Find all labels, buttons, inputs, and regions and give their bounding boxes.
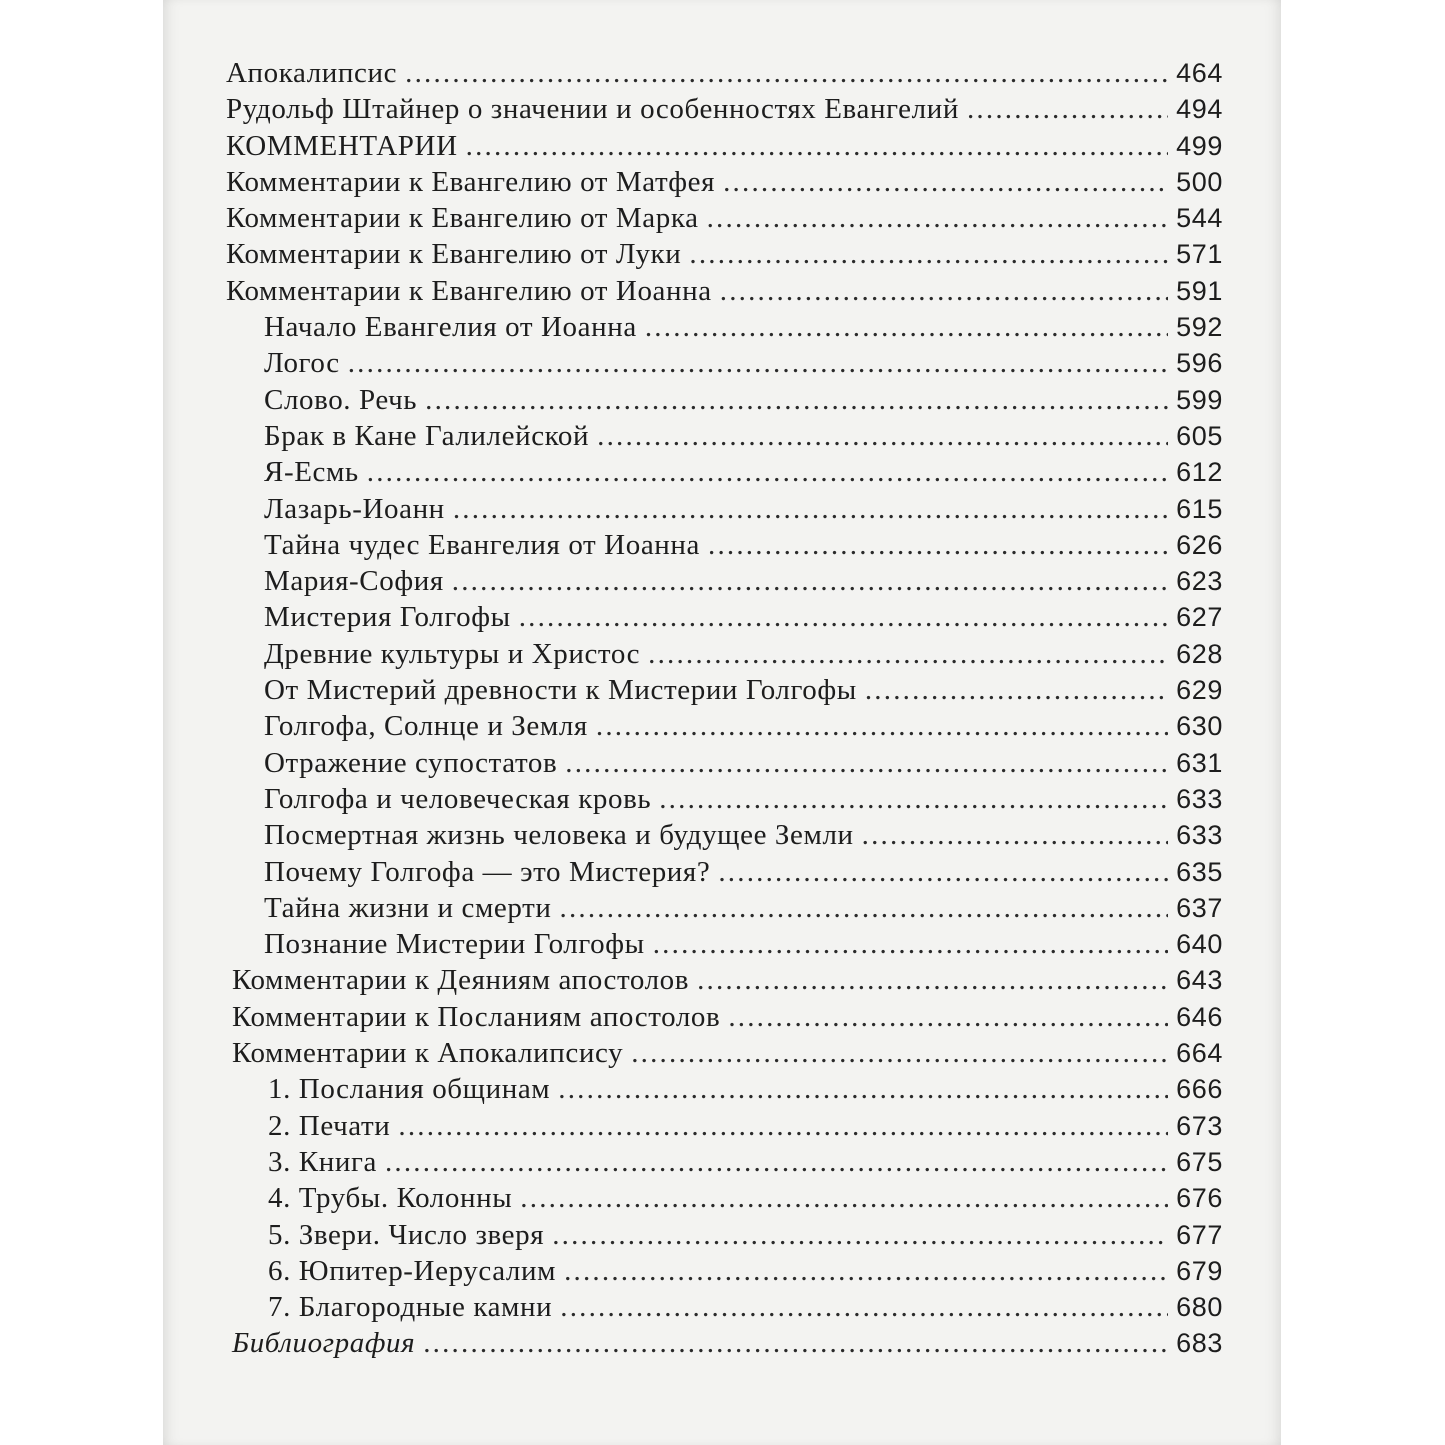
dot-leader — [565, 745, 1168, 781]
toc-entry-page-number: 627 — [1176, 602, 1223, 633]
toc-entry — [226, 236, 1223, 272]
toc-entry-title: Я-Есмь — [264, 456, 359, 489]
toc-entry-title: Библиография — [232, 1327, 416, 1360]
toc-entry — [226, 781, 1223, 817]
dot-leader — [648, 636, 1168, 672]
toc-entry — [226, 854, 1223, 890]
toc-entry-title: Тайна жизни и смерти — [264, 891, 552, 924]
toc-entry-title: Голгофа, Солнце и Земля — [264, 710, 588, 743]
toc-entry-title: 3. Книга — [268, 1145, 377, 1178]
toc-entry-page-number: 615 — [1176, 493, 1223, 524]
toc-entry-page-number: 626 — [1176, 529, 1223, 560]
toc-entry — [226, 91, 1223, 127]
toc-entry — [226, 1108, 1223, 1144]
toc-entry-title: 2. Печати — [268, 1109, 391, 1142]
toc-entry-title: Отражение супостатов — [264, 746, 558, 779]
toc-entry-page-number: 612 — [1176, 457, 1223, 488]
toc-entry — [226, 926, 1223, 962]
toc-entry-title: Тайна чудес Евангелия от Иоанна — [264, 528, 700, 561]
dot-leader — [425, 382, 1168, 418]
toc-entry-page-number: 571 — [1176, 239, 1223, 270]
toc-entry-page-number: 494 — [1176, 94, 1223, 125]
toc-entry-title: Комментарии к Деяниям апостолов — [232, 964, 690, 997]
toc-entry-title: Слово. Речь — [264, 383, 418, 416]
dot-leader — [558, 1071, 1168, 1107]
dot-leader — [653, 926, 1168, 962]
toc-entry-page-number: 673 — [1176, 1110, 1223, 1141]
toc-entry-page-number: 635 — [1176, 856, 1223, 887]
toc-entry-title: Брак в Кане Галилейской — [264, 419, 590, 452]
toc-entry-title: 1. Послания общинам — [268, 1073, 551, 1106]
dot-leader — [519, 599, 1168, 635]
toc-entry-title: Начало Евангелия от Иоанна — [264, 311, 637, 344]
dot-leader — [697, 962, 1168, 998]
toc-entry-title: Лазарь-Иоанн — [264, 492, 445, 525]
toc-entry — [226, 1217, 1223, 1253]
toc-entry-title: Мистерия Голгофы — [264, 601, 511, 634]
toc-entry — [226, 999, 1223, 1035]
toc-entry-title: Комментарии к Евангелию от Марка — [226, 202, 699, 235]
dot-leader — [631, 1035, 1168, 1071]
toc-entry — [226, 1144, 1223, 1180]
toc-entry-title: Комментарии к Евангелию от Матфея — [226, 165, 716, 198]
toc-entry-title: Логос — [264, 347, 340, 380]
toc-entry-page-number: 500 — [1176, 166, 1223, 197]
toc-entry-page-number: 499 — [1176, 130, 1223, 161]
toc-entry — [226, 128, 1223, 164]
toc-entry-title: 7. Благородные камни — [268, 1291, 553, 1324]
toc-entry-page-number: 464 — [1176, 58, 1223, 88]
toc-entry — [226, 817, 1223, 853]
dot-leader — [398, 1108, 1168, 1144]
toc-entry — [226, 890, 1223, 926]
toc-entry-page-number: 675 — [1176, 1146, 1223, 1177]
dot-leader — [689, 236, 1168, 272]
toc-entry-title: КОММЕНТАРИИ — [226, 129, 458, 162]
dot-leader — [718, 854, 1168, 890]
dot-leader — [720, 273, 1168, 309]
dot-leader — [367, 454, 1168, 490]
toc-entry — [226, 55, 1223, 91]
toc-entry-page-number: 676 — [1176, 1183, 1223, 1214]
toc-entry — [226, 672, 1223, 708]
toc-entry-title: Почему Голгофа — это Мистерия? — [264, 855, 711, 888]
toc-entry-page-number: 631 — [1176, 747, 1223, 778]
toc-entry — [226, 563, 1223, 599]
toc-entry-page-number: 592 — [1176, 312, 1223, 343]
toc-entry-page-number: 637 — [1176, 892, 1223, 923]
dot-leader — [466, 128, 1169, 164]
toc-entry-title: Комментарии к Апокалипсису — [232, 1037, 624, 1070]
toc-entry-page-number: 630 — [1176, 711, 1223, 742]
dot-leader — [597, 418, 1168, 454]
dot-leader — [564, 1253, 1168, 1289]
toc-entry-page-number: 596 — [1176, 348, 1223, 379]
toc-entry-page-number: 544 — [1176, 203, 1223, 234]
toc-entry — [226, 309, 1223, 345]
dot-leader — [865, 672, 1168, 708]
toc-entry-title: От Мистерий древности к Мистерии Голгофы — [264, 674, 857, 707]
toc-entry-page-number: 680 — [1176, 1292, 1223, 1323]
toc-entry — [226, 382, 1223, 418]
toc-entry-page-number: 628 — [1176, 638, 1223, 669]
toc-entry-page-number: 605 — [1176, 420, 1223, 451]
toc-entry-page-number: 646 — [1176, 1001, 1223, 1032]
toc-entry-title: Посмертная жизнь человека и будущее Земли — [264, 819, 854, 852]
toc-entry-page-number: 666 — [1176, 1074, 1223, 1105]
toc-entry-page-number: 643 — [1176, 965, 1223, 996]
toc-entry — [226, 491, 1223, 527]
dot-leader — [645, 309, 1168, 345]
toc-entry — [226, 164, 1223, 200]
toc-entry — [226, 1325, 1223, 1361]
toc-entry-title: Мария-София — [264, 565, 444, 598]
dot-leader — [385, 1144, 1168, 1180]
toc-entry-title: 4. Трубы. Колонны — [268, 1182, 513, 1215]
toc-entry-page-number: 683 — [1176, 1328, 1223, 1359]
toc-entry — [226, 1071, 1223, 1107]
dot-leader — [405, 55, 1168, 91]
dot-leader — [728, 999, 1168, 1035]
toc-entry-title: Комментарии к Посланиям апостолов — [232, 1000, 721, 1033]
dot-leader — [453, 491, 1168, 527]
toc-entry — [226, 345, 1223, 381]
toc-entry — [226, 599, 1223, 635]
toc-entry-title: Комментарии к Евангелию от Иоанна — [226, 274, 712, 307]
toc-entry — [226, 418, 1223, 454]
dot-leader — [423, 1325, 1168, 1361]
dot-leader — [862, 817, 1168, 853]
toc-entry — [226, 1253, 1223, 1289]
dot-leader — [560, 890, 1169, 926]
dot-leader — [707, 200, 1169, 236]
toc-entry — [226, 636, 1223, 672]
toc-entry-page-number: 629 — [1176, 675, 1223, 706]
dot-leader — [348, 345, 1168, 381]
dot-leader — [560, 1289, 1168, 1325]
toc-entry — [226, 1289, 1223, 1325]
toc-entry-title: Апокалипсис — [226, 57, 398, 89]
toc-entry-page-number: 591 — [1176, 275, 1223, 306]
toc-entry — [226, 962, 1223, 998]
toc-entry-page-number: 679 — [1176, 1255, 1223, 1286]
dot-leader — [723, 164, 1168, 200]
toc-entry — [226, 708, 1223, 744]
toc-entry — [226, 1035, 1223, 1071]
toc-entry-title: Рудольф Штайнер о значении и особенностях Евангелий — [226, 93, 959, 126]
dot-leader — [452, 563, 1168, 599]
toc-entry-page-number: 633 — [1176, 783, 1223, 814]
toc-entry-page-number: 623 — [1176, 566, 1223, 597]
toc-entry-title: 6. Юпитер-Иерусалим — [268, 1254, 557, 1287]
dot-leader — [708, 527, 1168, 563]
table-of-contents — [226, 55, 1223, 1362]
toc-entry — [226, 200, 1223, 236]
dot-leader — [967, 91, 1168, 127]
toc-entry-page-number: 677 — [1176, 1219, 1223, 1250]
toc-entry — [226, 527, 1223, 563]
toc-entry-title: Комментарии к Евангелию от Луки — [226, 238, 682, 271]
dot-leader — [520, 1180, 1168, 1216]
toc-entry-title: Древние культуры и Христос — [264, 637, 641, 670]
toc-entry — [226, 273, 1223, 309]
toc-entry — [226, 454, 1223, 490]
toc-entry-page-number: 640 — [1176, 929, 1223, 960]
toc-entry-title: Познание Мистерии Голгофы — [264, 928, 645, 961]
toc-entry-page-number: 599 — [1176, 384, 1223, 415]
dot-leader — [659, 781, 1168, 817]
toc-entry-title: Голгофа и человеческая кровь — [264, 782, 652, 815]
dot-leader — [596, 708, 1168, 744]
toc-entry — [226, 1180, 1223, 1216]
toc-entry-title: 5. Звери. Число зверя — [268, 1218, 545, 1251]
toc-entry-page-number: 664 — [1176, 1038, 1223, 1069]
toc-entry — [226, 745, 1223, 781]
dot-leader — [552, 1217, 1168, 1253]
toc-entry-page-number: 633 — [1176, 820, 1223, 851]
